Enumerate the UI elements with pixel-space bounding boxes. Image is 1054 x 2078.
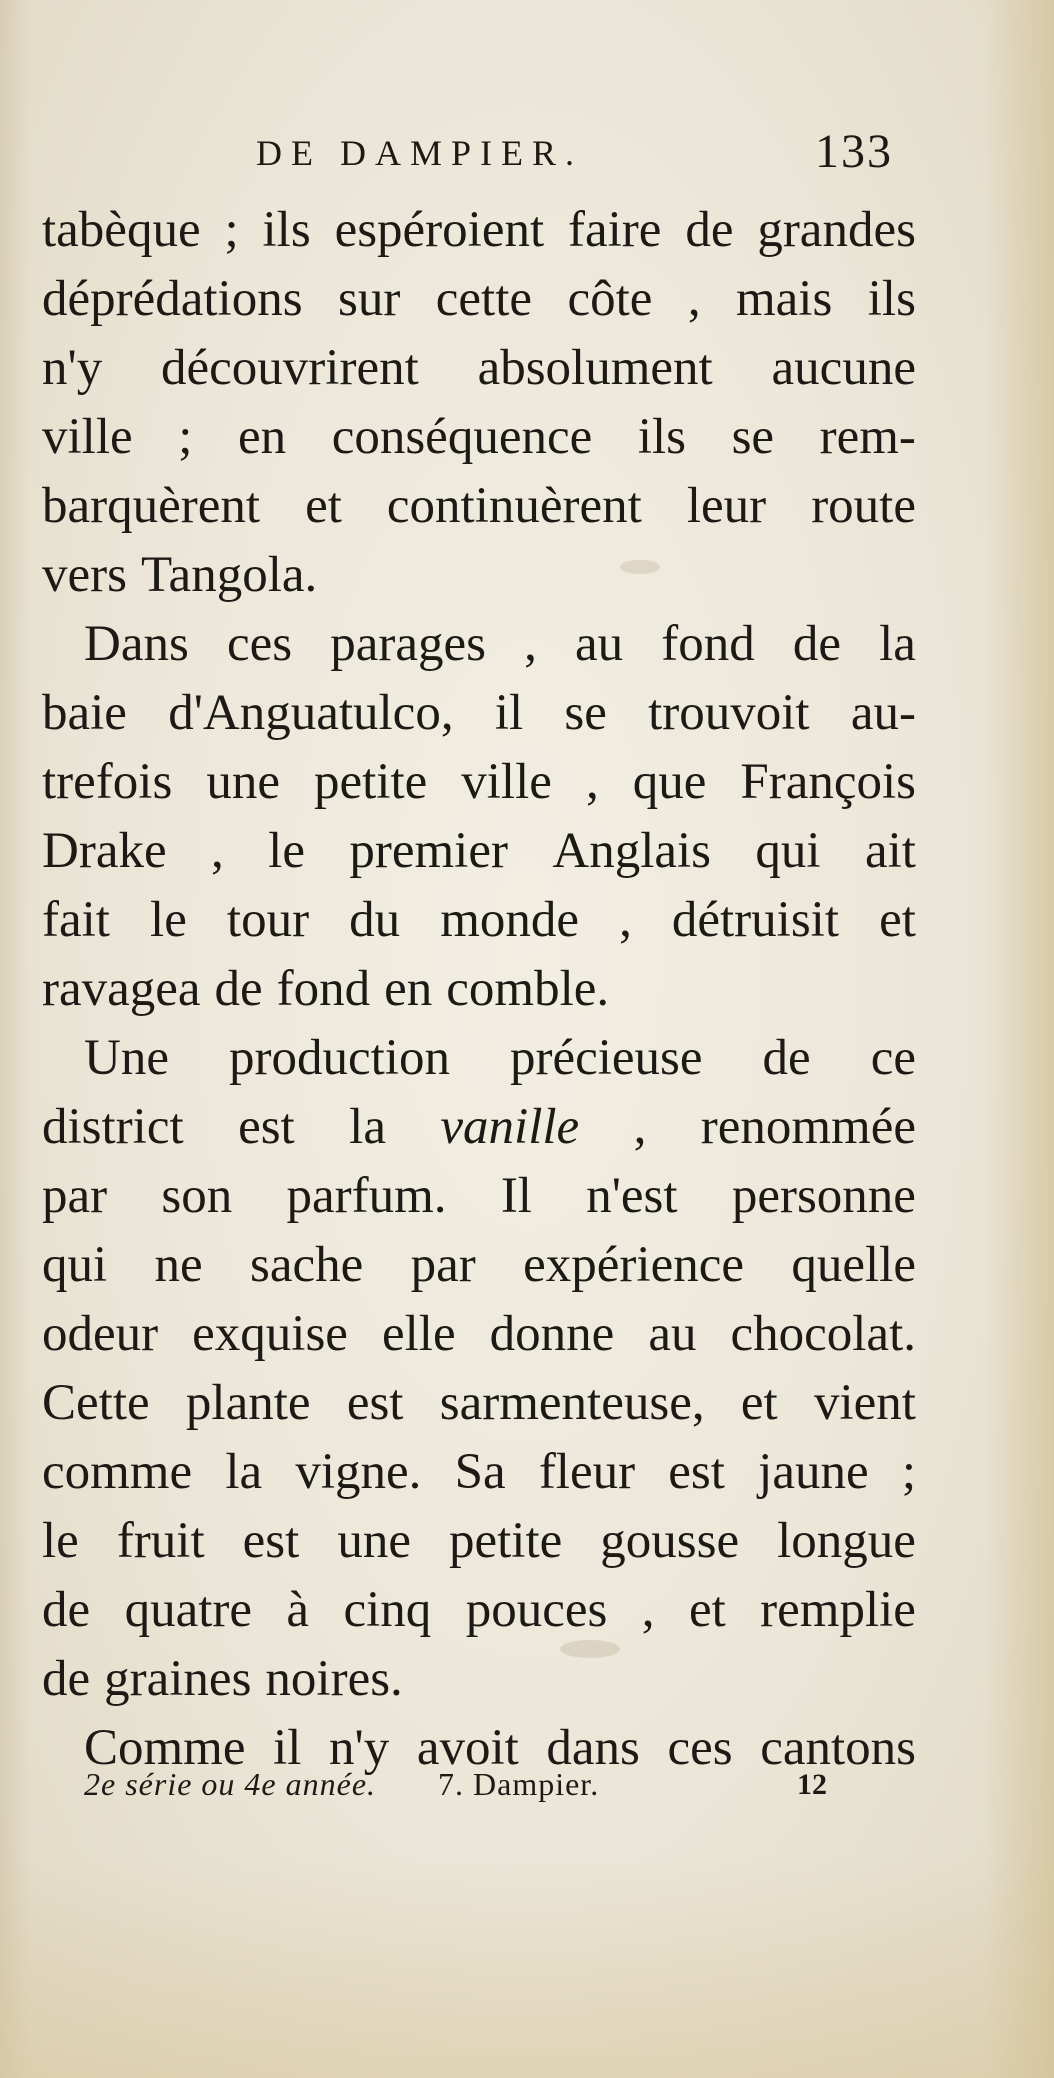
- text-line: baie d'Anguatulco, il se trouvoit au-: [42, 685, 916, 741]
- signature-mark: 12: [797, 1768, 827, 1801]
- text-line: odeur exquise elle donne au chocolat.: [42, 1306, 916, 1362]
- text-line: de graines noires.: [42, 1651, 403, 1707]
- text-line: Une production précieuse de ce: [84, 1030, 916, 1086]
- running-header: [0, 122, 1054, 182]
- text-line: par son parfum. Il n'est personne: [42, 1168, 916, 1224]
- page-edge-shading-left: [0, 0, 30, 2078]
- running-title: DE DAMPIER.: [256, 133, 584, 173]
- text-line: Comme il n'y avoit dans ces cantons: [84, 1720, 916, 1776]
- text-line: Cette plante est sarmenteuse, et vient: [42, 1375, 916, 1431]
- text-line: Dans ces parages , au fond de la: [84, 616, 916, 672]
- text-line: district est la vanille , renommée: [42, 1099, 916, 1155]
- text-line: le fruit est une petite gousse longue: [42, 1513, 916, 1569]
- page-edge-shading-bottom: [0, 1858, 1054, 2078]
- text-line: barquèrent et continuèrent leur route: [42, 478, 916, 534]
- text-line: de quatre à cinq pouces , et remplie: [42, 1582, 916, 1638]
- text-line: fait le tour du monde , détruisit et: [42, 892, 916, 948]
- text-line: tabèque ; ils espéroient faire de grandes: [42, 202, 916, 258]
- text-line: déprédations sur cette côte , mais ils: [42, 271, 916, 327]
- page-number: 133: [815, 125, 893, 178]
- series-label: 2e série ou 4e année.: [84, 1766, 377, 1802]
- text-line: vers Tangola.: [42, 547, 318, 603]
- text-line: Drake , le premier Anglais qui ait: [42, 823, 916, 879]
- text-line: comme la vigne. Sa fleur est jaune ;: [42, 1444, 916, 1500]
- volume-name: 7. Dampier.: [438, 1766, 600, 1802]
- text-line: ravagea de fond en comble.: [42, 961, 610, 1017]
- text-line: qui ne sache par expérience quelle: [42, 1237, 916, 1293]
- page-edge-shading-right: [984, 0, 1054, 2078]
- signature-line: [84, 1766, 864, 1816]
- text-line: n'y découvrirent absolument aucune: [42, 340, 916, 396]
- text-line: ville ; en conséquence ils se rem-: [42, 409, 916, 465]
- body-text: [42, 196, 916, 1783]
- text-line: trefois une petite ville , que François: [42, 754, 916, 810]
